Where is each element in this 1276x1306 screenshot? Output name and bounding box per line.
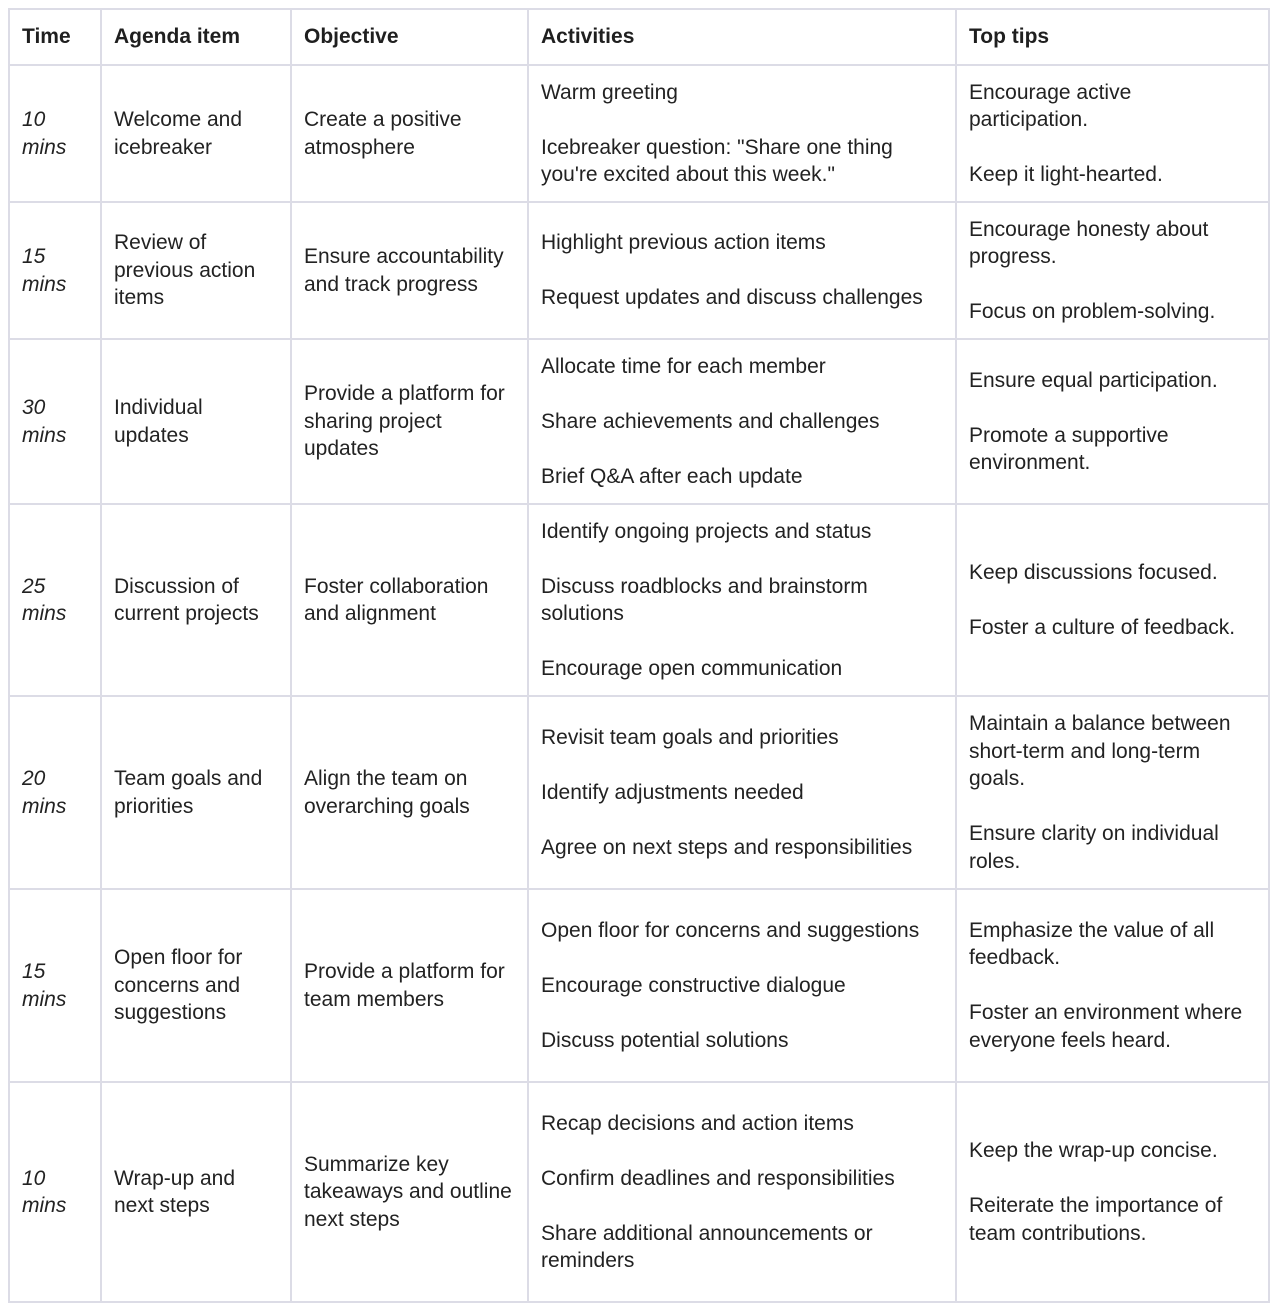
- tips-cell: [956, 889, 1269, 1082]
- agenda-item-cell: Review of previous action items: [101, 202, 291, 339]
- objective-cell: Provide a platform for sharing project updates: [291, 339, 528, 504]
- activities-cell: [528, 696, 956, 889]
- table-row: [9, 65, 1269, 202]
- table-row: [9, 202, 1269, 339]
- tip-item: Foster an environment where everyone feels heard.: [969, 1001, 1243, 1052]
- tip-item: Reiterate the importance of team contributions.: [969, 1194, 1223, 1245]
- table-row: [9, 696, 1269, 889]
- time-cell: 10 mins: [9, 1082, 101, 1302]
- table-row: [9, 339, 1269, 504]
- activity-item: Open floor for concerns and suggestions: [541, 918, 920, 942]
- header-row: [9, 9, 1269, 65]
- time-cell: 25 mins: [9, 504, 101, 696]
- header-objective: Objective: [291, 9, 528, 65]
- objective-cell: Provide a platform for team members: [291, 889, 528, 1082]
- tip-item: Promote a supportive environment.: [969, 423, 1169, 474]
- activity-item: Identify ongoing projects and status: [541, 519, 872, 543]
- activity-item: Allocate time for each member: [541, 354, 826, 378]
- activity-item: Discuss roadblocks and brainstorm solutions: [541, 574, 868, 625]
- agenda-table: [8, 8, 1270, 1303]
- header-top-tips: Top tips: [956, 9, 1269, 65]
- time-cell: 10 mins: [9, 65, 101, 202]
- activities-cell: [528, 889, 956, 1082]
- objective-cell: Create a positive atmosphere: [291, 65, 528, 202]
- time-cell: 20 mins: [9, 696, 101, 889]
- tip-item: Keep the wrap-up concise.: [969, 1139, 1218, 1162]
- tip-item: Ensure clarity on individual roles.: [969, 822, 1219, 873]
- agenda-item-cell: Team goals and priorities: [101, 696, 291, 889]
- tip-item: Keep discussions focused.: [969, 560, 1218, 584]
- tips-cell: [956, 65, 1269, 202]
- activity-item: Share additional announcements or reminders: [541, 1221, 873, 1272]
- activities-cell: [528, 1082, 956, 1302]
- activity-item: Request updates and discuss challenges: [541, 286, 923, 310]
- tips-cell: [956, 1082, 1269, 1302]
- table-row: [9, 889, 1269, 1082]
- activity-item: Revisit team goals and priorities: [541, 725, 839, 749]
- header-time: Time: [9, 9, 101, 65]
- activity-item: Recap decisions and action items: [541, 1111, 854, 1135]
- time-cell: 30 mins: [9, 339, 101, 504]
- activity-item: Agree on next steps and responsibilities: [541, 835, 913, 859]
- time-cell: 15 mins: [9, 202, 101, 339]
- activity-item: Identify adjustments needed: [541, 780, 804, 804]
- activity-item: Warm greeting: [541, 80, 678, 104]
- tip-item: Ensure equal participation.: [969, 368, 1218, 392]
- agenda-item-cell: Welcome and icebreaker: [101, 65, 291, 202]
- table-row: [9, 1082, 1269, 1302]
- tip-item: Focus on problem-solving.: [969, 300, 1216, 323]
- activities-cell: [528, 65, 956, 202]
- tips-cell: [956, 696, 1269, 889]
- time-cell: 15 mins: [9, 889, 101, 1082]
- objective-cell: Ensure accountability and track progress: [291, 202, 528, 339]
- tip-item: Maintain a balance between short-term and long-term goals.: [969, 712, 1231, 790]
- tip-item: Encourage active participation.: [969, 80, 1132, 131]
- tips-cell: [956, 504, 1269, 696]
- agenda-item-cell: Individual updates: [101, 339, 291, 504]
- activity-item: Confirm deadlines and responsibilities: [541, 1166, 895, 1190]
- table-row: [9, 504, 1269, 696]
- tip-item: Encourage honesty about progress.: [969, 217, 1209, 268]
- agenda-item-cell: Discussion of current projects: [101, 504, 291, 696]
- activity-item: Encourage constructive dialogue: [541, 973, 846, 997]
- header-agenda-item: Agenda item: [101, 9, 291, 65]
- activity-item: Discuss potential solutions: [541, 1028, 789, 1052]
- activity-item: Highlight previous action items: [541, 231, 826, 255]
- objective-cell: Foster collaboration and alignment: [291, 504, 528, 696]
- tip-item: Foster a culture of feedback.: [969, 615, 1236, 639]
- tips-cell: [956, 202, 1269, 339]
- header-activities: Activities: [528, 9, 956, 65]
- objective-cell: Align the team on overarching goals: [291, 696, 528, 889]
- activity-item: Share achievements and challenges: [541, 409, 880, 433]
- tip-item: Emphasize the value of all feedback.: [969, 918, 1215, 970]
- agenda-item-cell: Open floor for concerns and suggestions: [101, 889, 291, 1082]
- activities-cell: [528, 202, 956, 339]
- agenda-item-cell: Wrap-up and next steps: [101, 1082, 291, 1302]
- activities-cell: [528, 504, 956, 696]
- activity-item: Encourage open communication: [541, 657, 843, 680]
- tip-item: Keep it light-hearted.: [969, 163, 1163, 186]
- objective-cell: Summarize key takeaways and outline next steps: [291, 1082, 528, 1302]
- activities-cell: [528, 339, 956, 504]
- tips-cell: [956, 339, 1269, 504]
- activity-item: Brief Q&A after each update: [541, 464, 803, 488]
- activity-item: Icebreaker question: "Share one thing you're excited about this week.": [541, 135, 893, 186]
